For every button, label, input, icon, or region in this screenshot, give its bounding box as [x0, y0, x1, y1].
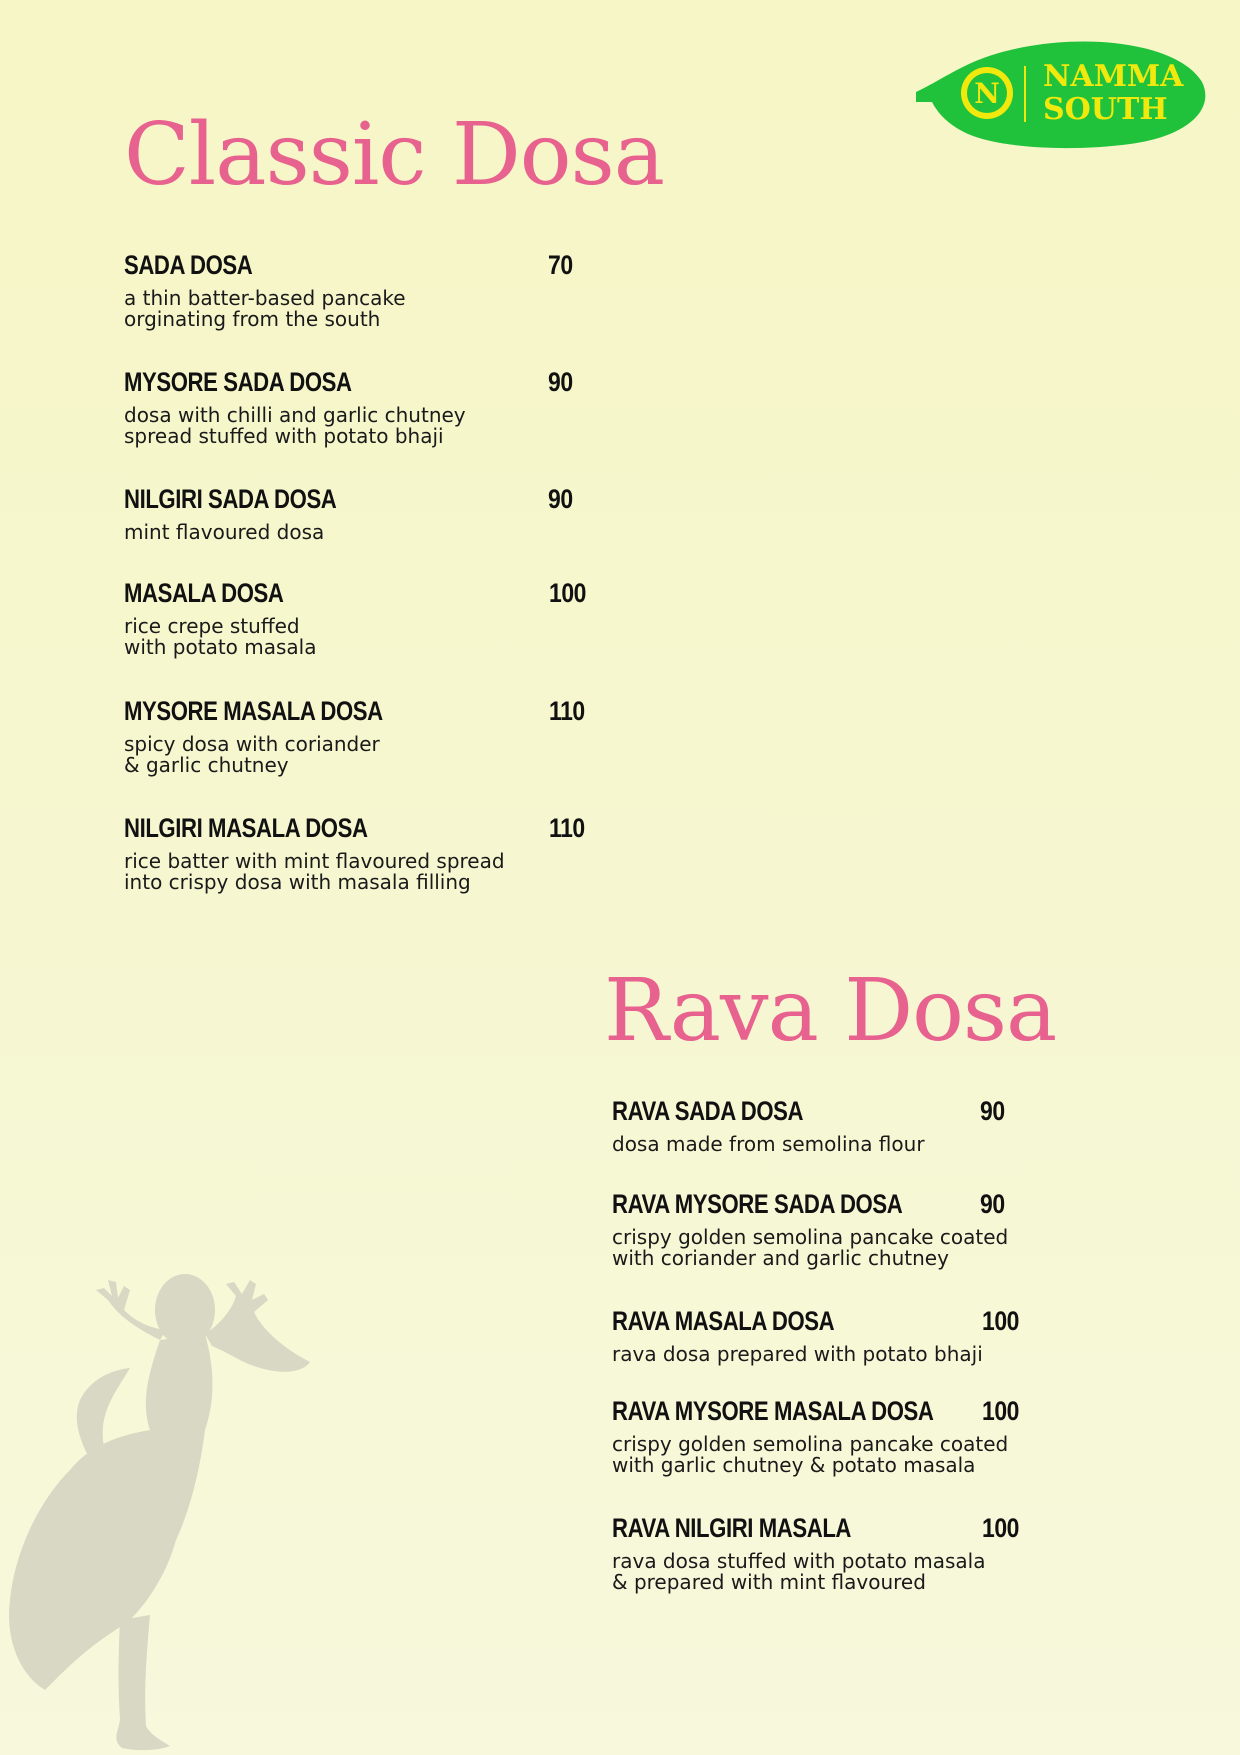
item-description: dosa made from semolina flour — [612, 1132, 925, 1156]
item-name: RAVA MYSORE MASALA DOSA — [612, 1396, 934, 1426]
item-name: RAVA NILGIRI MASALA — [612, 1513, 852, 1543]
menu-item — [612, 1306, 1020, 1366]
item-price: 100 — [549, 578, 587, 608]
item-description: a thin batter-based pancake orginating from the south — [124, 286, 406, 331]
item-description: dosa with chilli and garlic chutney spread stuffed with potato bhaji — [124, 403, 466, 448]
menu-item — [612, 1396, 1020, 1477]
item-description: rava dosa prepared with potato bhaji — [612, 1342, 983, 1366]
menu-item — [124, 578, 587, 659]
dancer-silhouette-image — [0, 1270, 330, 1755]
item-name: RAVA MASALA DOSA — [612, 1306, 835, 1336]
item-description: crispy golden semolina pancake coated with garlic chutney & potato masala — [612, 1432, 1009, 1477]
item-name: RAVA SADA DOSA — [612, 1096, 804, 1126]
item-price: 70 — [548, 250, 573, 280]
item-name: MASALA DOSA — [124, 578, 284, 608]
item-name: NILGIRI MASALA DOSA — [124, 813, 368, 843]
menu-item — [124, 813, 585, 894]
item-description: spicy dosa with coriander & garlic chutney — [124, 732, 380, 777]
item-name: RAVA MYSORE SADA DOSA — [612, 1189, 903, 1219]
item-price: 110 — [549, 696, 585, 726]
rava-dosa-title: Rava Dosa — [604, 961, 1057, 1061]
item-name: MYSORE SADA DOSA — [124, 367, 352, 397]
menu-item — [124, 367, 573, 448]
item-description: rice crepe stuffed with potato masala — [124, 614, 317, 659]
item-description: rava dosa stuffed with potato masala & prepared with mint flavoured — [612, 1549, 986, 1594]
item-description: rice batter with mint flavoured spread into crispy dosa with masala filling — [124, 849, 505, 894]
menu-item — [124, 696, 585, 777]
menu-item — [612, 1096, 1005, 1156]
item-price: 90 — [548, 484, 573, 514]
item-price: 100 — [982, 1396, 1020, 1426]
item-description: mint flavoured dosa — [124, 520, 325, 544]
item-price: 100 — [982, 1513, 1020, 1543]
item-price: 90 — [548, 367, 573, 397]
item-name: MYSORE MASALA DOSA — [124, 696, 383, 726]
logo-line1: NAMMA — [1043, 59, 1184, 94]
item-name: SADA DOSA — [124, 250, 253, 280]
item-description: crispy golden semolina pancake coated with coriander and garlic chutney — [612, 1225, 1009, 1270]
menu-item — [612, 1189, 1008, 1269]
item-price: 90 — [980, 1189, 1005, 1219]
menu-item — [124, 250, 573, 331]
item-name: NILGIRI SADA DOSA — [124, 484, 337, 514]
menu-item — [124, 484, 573, 544]
logo-line2: SOUTH — [1043, 92, 1168, 127]
menu-item — [612, 1513, 1020, 1594]
namma-south-logo — [910, 36, 1210, 154]
logo-letter: N — [974, 77, 1000, 110]
item-price: 110 — [549, 813, 585, 843]
classic-dosa-title: Classic Dosa — [124, 105, 664, 205]
item-price: 100 — [982, 1306, 1020, 1336]
item-price: 90 — [980, 1096, 1005, 1126]
